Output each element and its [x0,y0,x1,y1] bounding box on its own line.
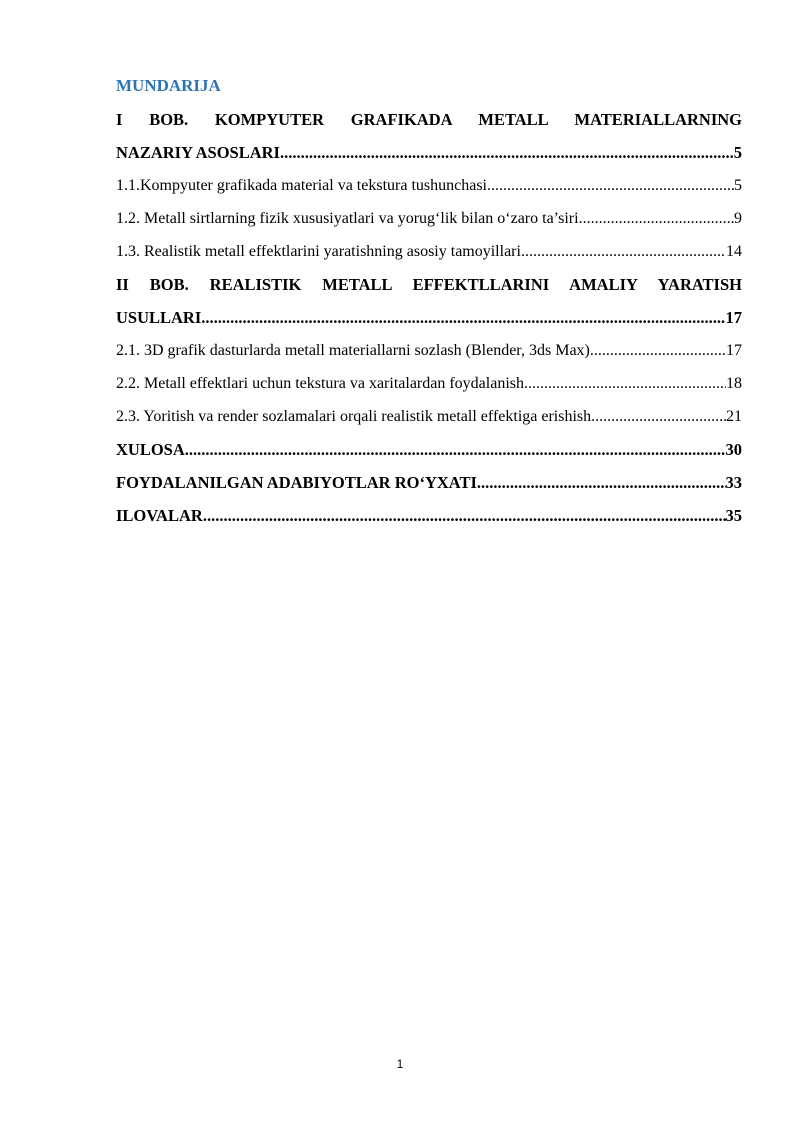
toc-entry-page: 14 [726,243,742,260]
toc-entry-page: 30 [725,440,742,459]
toc-entry-appendices[interactable] [116,499,742,532]
toc-chapter-2-line-1: II BOB. REALISTIK METALL EFFEKTLLARINI AMALIY YARATISH [116,275,742,294]
toc-entry-page: 35 [725,506,742,525]
dot-leader [280,136,734,169]
toc-entry-title: FOYDALANILGAN ADABIYOTLAR RO‘YXATI [116,473,477,492]
toc-entry-page: 21 [726,408,742,425]
toc-entry-page: 18 [726,375,742,392]
toc-entry-title: 1.3. Realistik metall effektlarini yaratishning asosiy tamoyillari [116,243,521,260]
toc-entry-page: 5 [734,177,742,194]
dot-leader [579,202,734,235]
toc-entry-title: ILOVALAR [116,506,203,525]
toc-entry-title: USULLARI [116,308,202,327]
toc-heading: MUNDARIJA [116,76,221,95]
toc-entry-title: NAZARIY ASOSLARI [116,143,280,162]
table-of-contents [116,103,742,532]
dot-leader [524,367,726,400]
dot-leader [201,301,725,334]
toc-entry-title: 1.1.Kompyuter grafikada material va tekstura tushunchasi [116,177,487,194]
toc-entry[interactable] [116,334,742,367]
toc-entry-conclusion[interactable] [116,433,742,466]
toc-entry-bibliography[interactable] [116,466,742,499]
toc-entry-page: 9 [734,210,742,227]
dot-leader [487,169,734,202]
toc-entry-title: XULOSA [116,440,185,459]
toc-entry-page: 5 [733,143,742,162]
toc-entry-page: 17 [725,308,742,327]
toc-entry-title: 2.3. Yoritish va render sozlamalari orqali realistik metall effektiga erishish [116,408,592,425]
toc-entry-page: 17 [726,342,742,359]
dot-leader [590,334,726,367]
page-number: 1 [396,1057,404,1071]
dot-leader [203,499,726,532]
toc-chapter-1-line-1: I BOB. KOMPYUTER GRAFIKADA METALL MATERIALLARNING [116,110,742,129]
toc-entry[interactable] [116,400,742,433]
toc-entry[interactable] [116,202,742,235]
dot-leader [591,400,726,433]
dot-leader [185,433,726,466]
toc-entry[interactable] [116,367,742,400]
toc-entry[interactable] [116,235,742,268]
toc-entry-title: 1.2. Metall sirtlarning fizik xususiyatlari va yorug‘lik bilan o‘zaro ta’siri [116,210,579,227]
dot-leader [521,235,726,268]
toc-entry-title: 2.1. 3D grafik dasturlarda metall materiallarni sozlash (Blender, 3ds Max) [116,342,590,359]
dot-leader [477,466,726,499]
toc-entry-chapter-2[interactable] [116,301,742,334]
toc-entry-page: 33 [725,473,742,492]
document-page [116,0,742,1131]
toc-entry-chapter-1[interactable] [116,136,742,169]
toc-entry-title: 2.2. Metall effektlari uchun tekstura va xaritalardan foydalanish [116,375,524,392]
toc-entry[interactable] [116,169,742,202]
